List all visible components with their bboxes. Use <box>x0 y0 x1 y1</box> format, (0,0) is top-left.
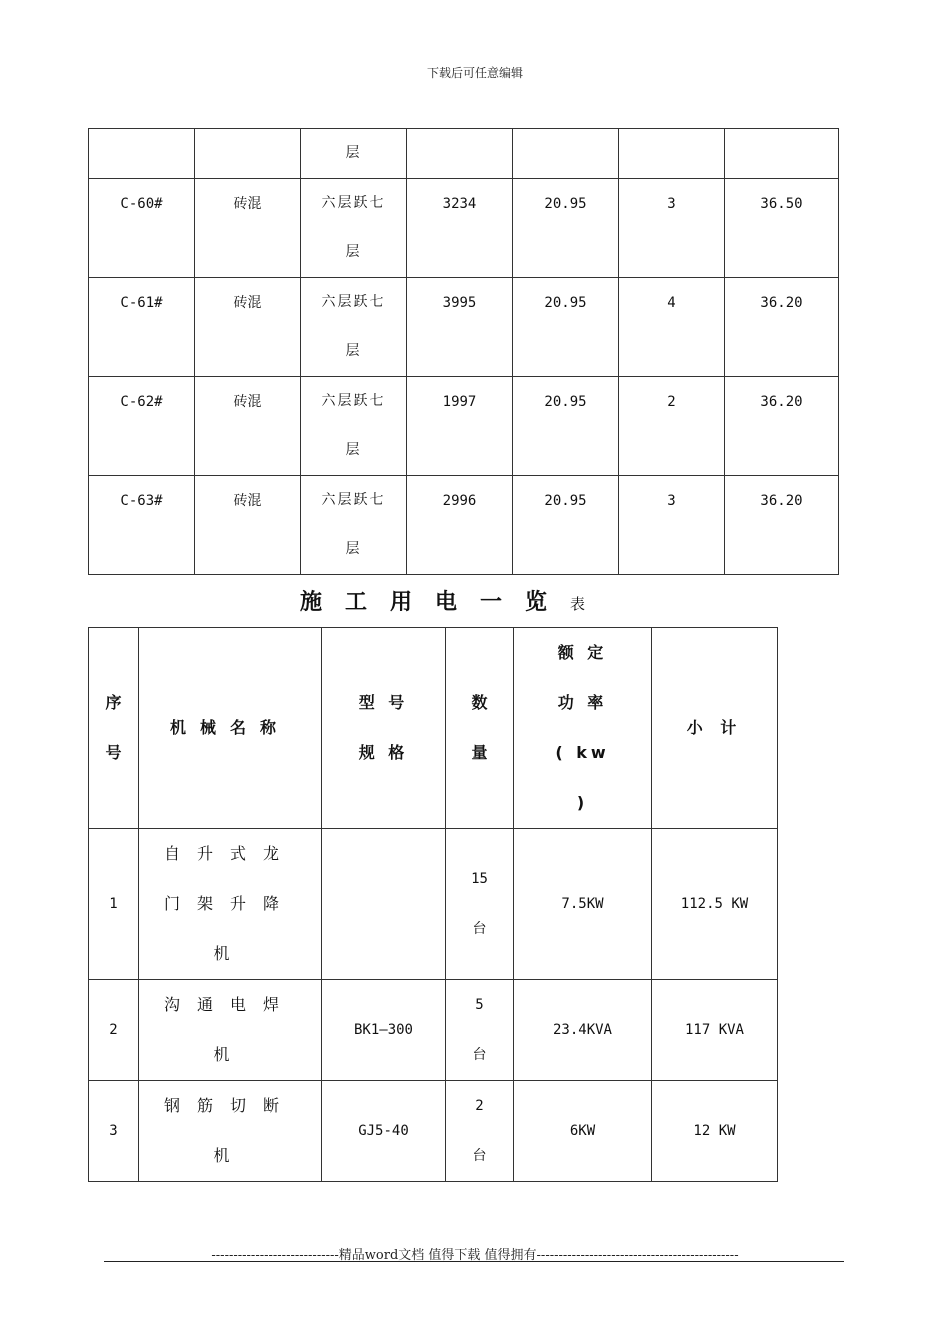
table-row <box>89 129 839 179</box>
table-cell: C-61# <box>89 278 195 377</box>
rated-power: 23.4KVA <box>514 980 652 1081</box>
table-cell: 1997 <box>407 377 513 476</box>
model-spec: GJ5-40 <box>322 1081 446 1182</box>
header-quantity: 数量 <box>446 628 514 829</box>
table-row <box>89 1081 778 1182</box>
model-spec: BK1—300 <box>322 980 446 1081</box>
table-cell: 2996 <box>407 476 513 575</box>
row-index: 1 <box>89 829 139 980</box>
table-cell <box>513 129 619 179</box>
model-spec <box>322 829 446 980</box>
table-row <box>89 179 839 278</box>
table-cell: 砖混 <box>195 278 301 377</box>
table-cell: 砖混 <box>195 377 301 476</box>
table-cell: 六层跃七层 <box>301 179 407 278</box>
title-tail: 表 <box>570 595 586 613</box>
table-cell: 36.20 <box>725 476 839 575</box>
table-cell: 3 <box>619 179 725 278</box>
rated-power: 7.5KW <box>514 829 652 980</box>
table-cell <box>619 129 725 179</box>
footer-text: -----------------------------精品word文档 值得下载 值得拥有---------------------------------------------- <box>211 1248 739 1263</box>
table-cell: 砖混 <box>195 179 301 278</box>
table-cell: 砖混 <box>195 476 301 575</box>
table-cell <box>725 129 839 179</box>
footer-rule <box>104 1261 844 1262</box>
table-cell: 2 <box>619 377 725 476</box>
table-cell: 3995 <box>407 278 513 377</box>
table-cell <box>407 129 513 179</box>
subtotal: 112.5 KW <box>652 829 778 980</box>
subtotal: 117 KVA <box>652 980 778 1081</box>
machine-name: 自升式龙门架升降机 <box>139 829 322 980</box>
table-cell: 4 <box>619 278 725 377</box>
title-main: 施工用电一览 <box>300 590 571 615</box>
table-cell: 六层跃七层 <box>301 377 407 476</box>
header-name: 机械名称 <box>139 628 322 829</box>
header-note: 下载后可任意编辑 <box>426 66 523 80</box>
header-power: 额 定 功 率 ( kw ) <box>514 628 652 829</box>
quantity: 5 台 <box>446 980 514 1081</box>
table-cell <box>89 129 195 179</box>
quantity: 2 台 <box>446 1081 514 1182</box>
table-row <box>89 476 839 575</box>
table-row <box>89 829 778 980</box>
header-row <box>89 628 778 829</box>
table-cell: 36.20 <box>725 377 839 476</box>
table-title <box>300 585 700 616</box>
table-cell: C-60# <box>89 179 195 278</box>
table-cell: 六层跃七层 <box>301 278 407 377</box>
machine-name: 沟通电焊机 <box>139 980 322 1081</box>
table-cell: 层 <box>301 129 407 179</box>
building-table <box>88 128 839 575</box>
rated-power: 6KW <box>514 1081 652 1182</box>
table-cell: C-63# <box>89 476 195 575</box>
machine-name: 钢筋切断机 <box>139 1081 322 1182</box>
table-cell: C-62# <box>89 377 195 476</box>
header-subtotal: 小 计 <box>652 628 778 829</box>
table-cell: 36.20 <box>725 278 839 377</box>
table-cell: 20.95 <box>513 278 619 377</box>
table-cell: 六层跃七层 <box>301 476 407 575</box>
table-cell: 20.95 <box>513 377 619 476</box>
row-index: 2 <box>89 980 139 1081</box>
table-row <box>89 980 778 1081</box>
table-row <box>89 377 839 476</box>
header-index: 序号 <box>89 628 139 829</box>
table-cell: 20.95 <box>513 179 619 278</box>
table-cell: 36.50 <box>725 179 839 278</box>
table-cell: 20.95 <box>513 476 619 575</box>
power-usage-table <box>88 627 778 1182</box>
subtotal: 12 KW <box>652 1081 778 1182</box>
row-index: 3 <box>89 1081 139 1182</box>
quantity: 15 台 <box>446 829 514 980</box>
header-model: 型 号 规 格 <box>322 628 446 829</box>
table-row <box>89 278 839 377</box>
table-cell: 3234 <box>407 179 513 278</box>
table-cell <box>195 129 301 179</box>
table-cell: 3 <box>619 476 725 575</box>
